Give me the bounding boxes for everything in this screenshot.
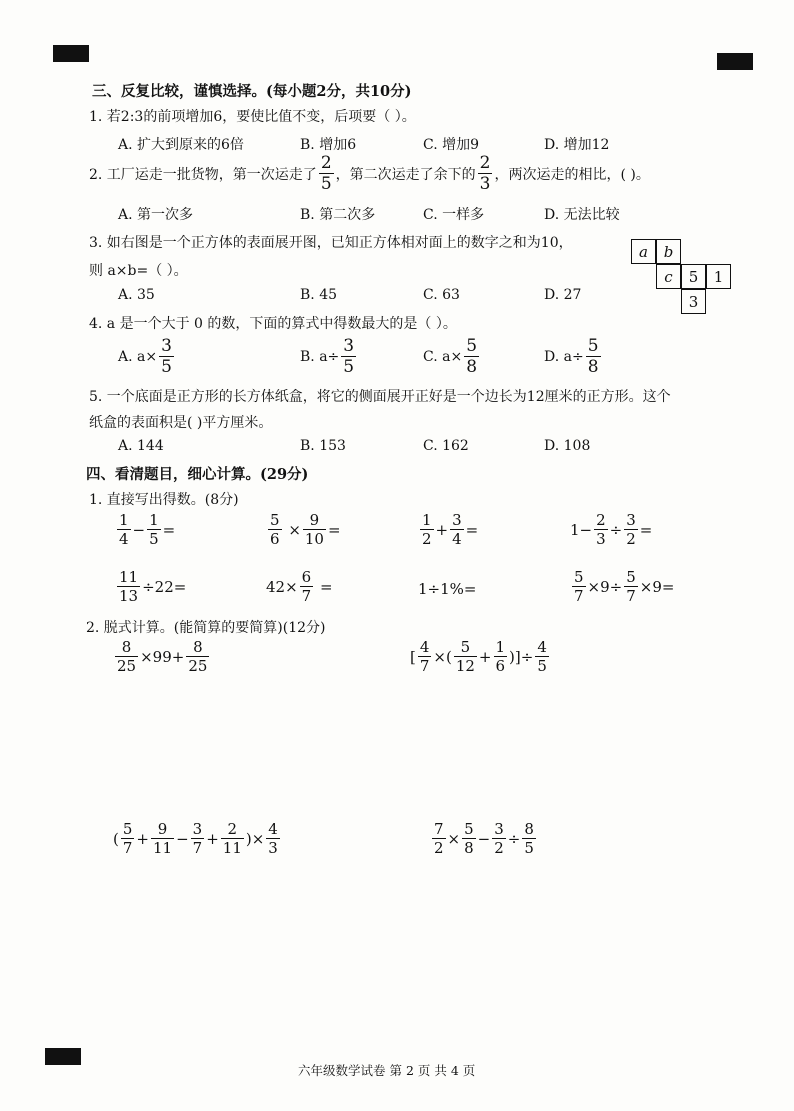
q4-d-num: 5 xyxy=(587,336,599,356)
q3-option-b: B. 45 xyxy=(300,287,338,303)
q3-option-c: C. 63 xyxy=(423,287,460,303)
calc-2-2: 42× $\frac{6}{7}$ = xyxy=(266,568,333,605)
q4-a-num: 3 xyxy=(161,336,172,356)
section-3-title: 三、反复比较，谨慎选择。(每小题2分，共10分) xyxy=(92,83,412,100)
q4-a-prefix: A. a× xyxy=(118,349,158,365)
corner-marker-top-left xyxy=(53,45,89,62)
q4-option-d xyxy=(544,338,603,376)
fraction: $\frac{1}{6}$ xyxy=(495,638,506,675)
step-calc-3: ( $\frac{5}{7}$ + $\frac{9}{11}$ − $\frac{3}{7}$ + $\frac{2}{11}$ )× $\frac{4}{3}$ xyxy=(113,820,278,857)
fraction: $\frac{3}{2}$ xyxy=(626,511,636,548)
fraction: $\frac{5}{6}$ xyxy=(270,511,280,548)
q2-option-d: D. 无法比较 xyxy=(544,207,620,223)
fraction: $\frac{5}{8}$ xyxy=(464,820,474,857)
calc-2-3: 1÷1%= xyxy=(418,580,477,598)
net-face-c: c xyxy=(656,264,681,289)
q2-fraction-1 xyxy=(319,155,334,193)
part-2-heading: 2. 脱式计算。(能简算的要简算)(12分) xyxy=(86,620,326,636)
q4-c-num: 5 xyxy=(466,336,478,356)
q4-option-a xyxy=(118,338,176,376)
q4-a-fraction xyxy=(159,338,174,376)
q4-stem: 4. a 是一个大于 0 的数，下面的算式中得数最大的是（ ）。 xyxy=(89,316,457,332)
q2-option-a: A. 第一次多 xyxy=(118,207,194,223)
corner-marker-bottom-left xyxy=(45,1048,81,1065)
net-face-b: b xyxy=(656,239,681,264)
fraction: $\frac{3}{7}$ xyxy=(192,820,203,857)
q2-f1-num: 2 xyxy=(320,153,332,173)
fraction: $\frac{4}{5}$ xyxy=(537,638,547,675)
q3-line-2: 则 a×b=（ ）。 xyxy=(89,263,188,279)
q1-stem: 1. 若2:3的前项增加6，要使比值不变，后项要（ ）。 xyxy=(89,109,416,125)
fraction: $\frac{2}{11}$ xyxy=(222,820,242,857)
fraction: $\frac{8}{25}$ xyxy=(117,638,137,675)
calc-1-1: $\frac{1}{4}$ − $\frac{1}{5}$ = xyxy=(119,511,176,548)
q4-d-den: 8 xyxy=(587,357,599,377)
step-calc-2: [ $\frac{4}{7}$ ×( $\frac{5}{12}$ + $\frac{1}{6}$ )]÷ $\frac{4}{5}$ xyxy=(410,638,547,675)
fraction: $\frac{11}{13}$ xyxy=(119,568,139,605)
q4-c-den: 8 xyxy=(466,357,478,377)
q2-f2-num: 2 xyxy=(479,153,491,173)
q2-option-c: C. 一样多 xyxy=(423,207,485,223)
q4-d-prefix: D. a÷ xyxy=(544,349,584,365)
q1-option-a: A. 扩大到原来的6倍 xyxy=(118,137,244,153)
fraction: $\frac{4}{3}$ xyxy=(268,820,278,857)
fraction: $\frac{6}{7}$ xyxy=(301,568,312,605)
q5-option-c: C. 162 xyxy=(423,438,469,454)
q3-option-d: D. 27 xyxy=(544,287,582,303)
fraction: $\frac{5}{12}$ xyxy=(455,638,475,675)
fraction: $\frac{8}{25}$ xyxy=(188,638,208,675)
section-4-title: 四、看清题目，细心计算。(29分) xyxy=(86,466,309,483)
q5-line-1: 5. 一个底面是正方形的长方体纸盒，将它的侧面展开正好是一个边长为12厘米的正方形。这个 xyxy=(89,389,671,405)
page-footer: 六年级数学试卷 第 2 页 共 4 页 xyxy=(298,1063,476,1078)
net-face-3: 3 xyxy=(681,289,706,314)
net-face-5: 5 xyxy=(681,264,706,289)
fraction: $\frac{3}{2}$ xyxy=(494,820,504,857)
q4-b-den: 5 xyxy=(343,357,355,377)
q4-b-prefix: B. a÷ xyxy=(300,349,340,365)
q2-f2-den: 3 xyxy=(479,174,491,194)
q4-c-fraction xyxy=(464,338,479,376)
calc-1-3: $\frac{1}{2}$ + $\frac{3}{4}$ = xyxy=(422,511,479,548)
net-face-1: 1 xyxy=(706,264,731,289)
q1-option-b: B. 增加6 xyxy=(300,137,357,153)
q1-option-c: C. 增加9 xyxy=(423,137,480,153)
q4-c-prefix: C. a× xyxy=(423,349,463,365)
fraction: $\frac{5}{7}$ xyxy=(626,568,636,605)
calc-1-2: $\frac{5}{6}$ × $\frac{9}{10}$ = xyxy=(270,511,341,548)
q2-option-b: B. 第二次多 xyxy=(300,207,376,223)
fraction: $\frac{1}{2}$ xyxy=(422,511,432,548)
q5-option-a: A. 144 xyxy=(118,438,164,454)
fraction: $\frac{1}{5}$ xyxy=(149,511,159,548)
fraction: $\frac{9}{10}$ xyxy=(304,511,324,548)
q4-option-c xyxy=(423,338,481,376)
q2-f1-den: 5 xyxy=(320,174,332,194)
q4-option-b xyxy=(300,338,358,376)
q4-b-fraction xyxy=(341,338,356,376)
fraction: $\frac{5}{7}$ xyxy=(122,820,133,857)
net-face-a: a xyxy=(631,239,656,264)
q4-d-fraction xyxy=(586,338,601,376)
calc-2-1: $\frac{11}{13}$ ÷22= xyxy=(119,568,187,605)
fraction: $\frac{9}{11}$ xyxy=(152,820,173,857)
q5-option-d: D. 108 xyxy=(544,438,591,454)
q3-line-1: 3. 如右图是一个正方体的表面展开图，已知正方体相对面上的数字之和为10， xyxy=(89,235,573,251)
q1-option-d: D. 增加12 xyxy=(544,137,610,153)
fraction: $\frac{5}{7}$ xyxy=(574,568,584,605)
q5-option-b: B. 153 xyxy=(300,438,346,454)
part-1-heading: 1. 直接写出得数。(8分) xyxy=(89,492,239,508)
q5-line-2: 纸盒的表面积是( )平方厘米。 xyxy=(89,415,273,431)
calc-1-4: 1− $\frac{2}{3}$ ÷ $\frac{3}{2}$ = xyxy=(570,511,653,548)
q4-b-num: 3 xyxy=(343,336,355,356)
step-calc-4: $\frac{7}{2}$ × $\frac{5}{8}$ − $\frac{3}{2}$ ÷ $\frac{8}{5}$ xyxy=(434,820,534,857)
q2-text-2: ，第二次运走了余下的 xyxy=(335,167,476,183)
corner-marker-top-right xyxy=(717,53,753,70)
fraction: $\frac{3}{4}$ xyxy=(452,511,462,548)
fraction: $\frac{8}{5}$ xyxy=(524,820,534,857)
q3-option-a: A. 35 xyxy=(118,287,155,303)
q4-a-den: 5 xyxy=(161,357,172,377)
fraction: $\frac{2}{3}$ xyxy=(596,511,606,548)
fraction: $\frac{7}{2}$ xyxy=(434,820,444,857)
q2-stem xyxy=(89,155,650,193)
fraction: $\frac{1}{4}$ xyxy=(119,511,129,548)
q2-fraction-2 xyxy=(478,155,493,193)
step-calc-1: $\frac{8}{25}$ ×99+ $\frac{8}{25}$ xyxy=(117,638,208,675)
calc-2-4: $\frac{5}{7}$ ×9÷ $\frac{5}{7}$ ×9= xyxy=(574,568,675,605)
q2-text-1: 2. 工厂运走一批货物，第一次运走了 xyxy=(89,167,317,183)
q2-text-3: ，两次运走的相比，( )。 xyxy=(494,167,650,183)
fraction: $\frac{4}{7}$ xyxy=(419,638,430,675)
cube-net-diagram xyxy=(631,239,736,317)
